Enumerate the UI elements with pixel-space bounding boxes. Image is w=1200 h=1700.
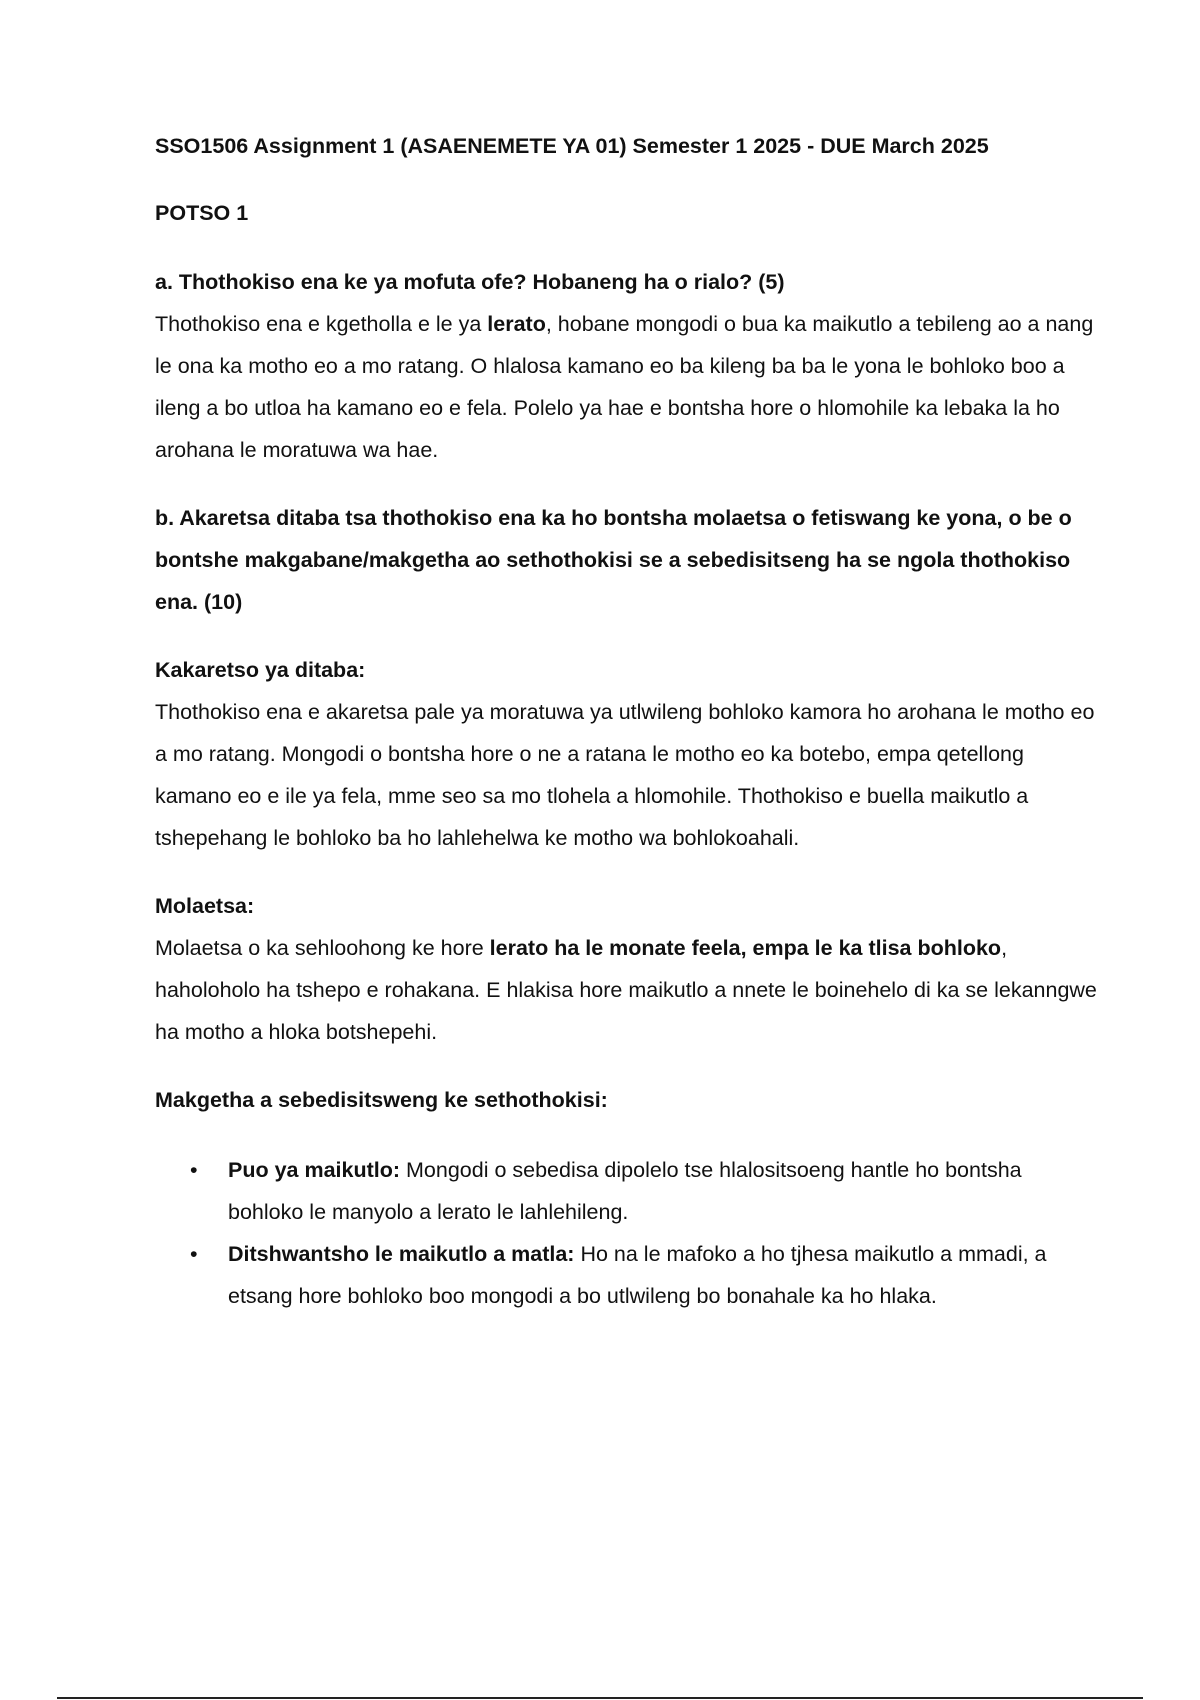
list-item	[155, 1233, 1100, 1317]
message-text	[155, 927, 1100, 1053]
footer-divider	[57, 1697, 1143, 1699]
section-heading: POTSO 1	[155, 201, 249, 225]
devices-heading: Makgetha a sebedisitsweng ke sethothokisi:	[155, 1088, 608, 1112]
list-item-label: Ditshwantsho le maikutlo a matla:	[228, 1242, 575, 1266]
summary-heading: Kakaretso ya ditaba:	[155, 658, 366, 682]
summary-text: Thothokiso ena e akaretsa pale ya moratuwa ya utlwileng bohloko kamora ho arohana le motho eo a mo ratang. Mongodi o bontsha hore o ne a ratana le motho eo ka botebo, empa qetellong kamano eo e ile ya fela, mme seo sa mo tlohela a hlomohile. Thothokiso e buella maikutlo a tshepehang le bohloko ba ho lahlehelwa ke motho wa bohlokoahali.	[155, 700, 1095, 850]
list-item-label: Puo ya maikutlo:	[228, 1158, 401, 1182]
question-a-answer	[155, 303, 1100, 471]
question-a-answer-bold: lerato	[487, 312, 546, 336]
message-text-2: , haholoholo ha tshepo e rohakana. E hlakisa hore maikutlo a nnete le boinehelo di ka se lekanngwe ha motho a hloka botshepehi.	[155, 936, 1097, 1044]
question-b-heading: b. Akaretsa ditaba tsa thothokiso ena ka ho bontsha molaetsa o fetiswang ke yona, o be o bontshe makgabane/makgetha ao sethothokisi se a sebedisitseng ha se ngola thothokiso ena. (10)	[155, 506, 1072, 614]
list-item	[155, 1149, 1100, 1233]
bullet-icon: •	[190, 1242, 198, 1266]
list-item-text: Ho na le mafoko a ho tjhesa maikutlo a mmadi, a etsang hore bohloko boo mongodi a bo utlwileng bo bonahale ka ho hlaka.	[228, 1242, 1047, 1308]
bullet-icon: •	[190, 1158, 198, 1182]
document-title: SSO1506 Assignment 1 (ASAENEMETE YA 01) Semester 1 2025 - DUE March 2025	[155, 134, 989, 158]
devices-list	[155, 1149, 1100, 1317]
message-text-1: Molaetsa o ka sehloohong ke hore	[155, 936, 490, 960]
document-page	[155, 125, 1100, 1317]
question-a-answer-text-1: Thothokiso ena e kgetholla e le ya	[155, 312, 488, 336]
question-a-heading: a. Thothokiso ena ke ya mofuta ofe? Hobaneng ha o rialo? (5)	[155, 270, 785, 294]
question-a-answer-text-2: , hobane mongodi o bua ka maikutlo a tebileng ao a nang le ona ka motho eo a mo ratang. O hlalosa kamano eo ba kileng ba ba le yona le bohloko boo a ileng a bo utloa ha kamano eo e fela. Polelo ya hae e bontsha hore o hlomohile ka lebaka la ho arohana le moratuwa wa hae.	[155, 312, 1094, 462]
message-bold: lerato ha le monate feela, empa le ka tlisa bohloko	[489, 936, 1002, 960]
message-heading: Molaetsa:	[155, 894, 255, 918]
list-item-text: Mongodi o sebedisa dipolelo tse hlalositsoeng hantle ho bontsha bohloko le manyolo a lerato le lahlehileng.	[228, 1158, 1022, 1224]
